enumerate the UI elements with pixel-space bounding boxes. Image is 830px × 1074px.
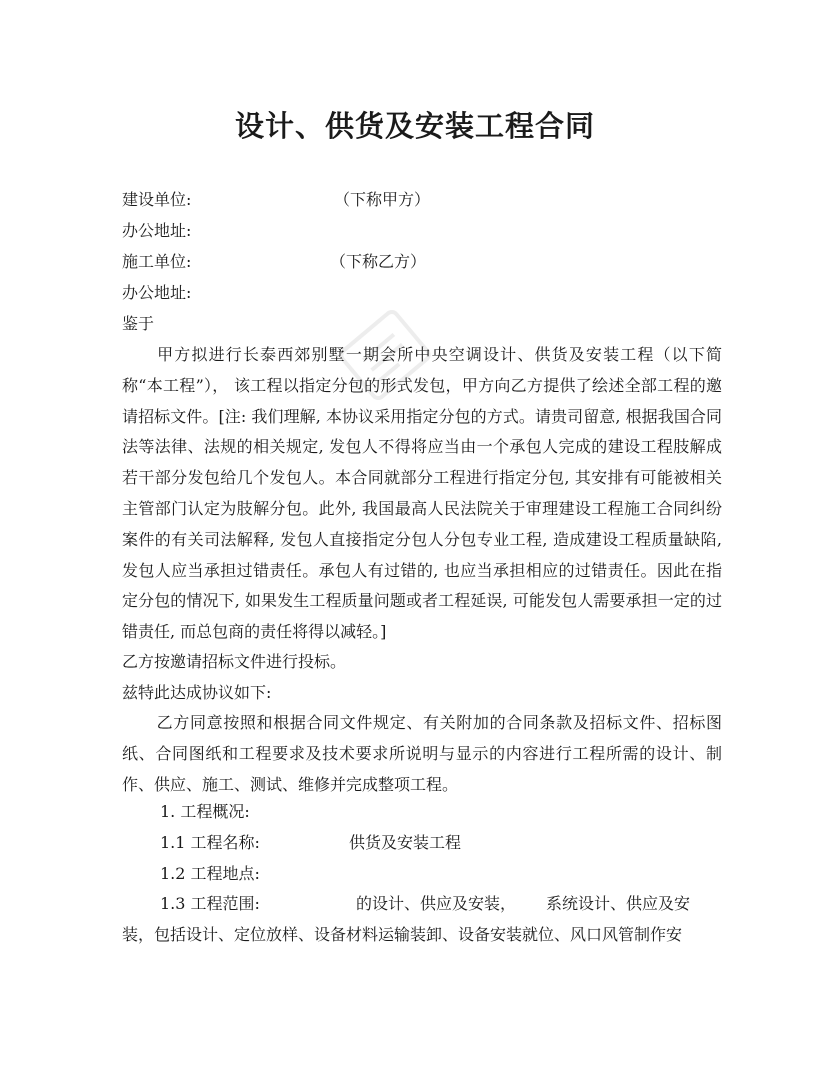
item-1-3-value-a: 的设计、供应及安装， [356,894,517,913]
whereas-label: 鉴于 [122,314,155,333]
item-1-3-continuation: 装，包括设计、定位放样、设备材料运输装卸、设备安装就位、风口风管制作安 [122,925,683,944]
agreement-paragraph [122,708,722,800]
contractor-label: 施工单位: [122,252,192,271]
contractor-address-label: 办公地址: [122,283,192,302]
recital-text: 甲方拟进行长泰西郊别墅一期会所中央空调设计、供货及安装工程（以下简称“本工程”）， 该工程以指定分包的形式发包，甲方向乙方提供了绘述全部工程的邀请招标文件。[注: 我们理解, 本协议采用指定分包的方式。请贵司留意, 根据我国合同法等法律、法规的相关规定, 发包人不得将应当由一个承包人完成的建设工程肢解成若干部分发包给几个发包人。本合同就部分工程进行指定分包, 其安排有可能被相关主管部门认定为肢解分包。此外, 我国最高人民法院关于审理建设工程施工合同纠纷案件的有关司法解释, 发包人直接指定分包人分包专业工程, 造成建设工程质量缺陷, 发包人应当承担过错责任。承包人有过错的, 也应当承担相应的过错责任。因此在指定分包的情况下, 如果发生工程质量问题或者工程延误, 可能发包人需要承担一定的过错责任, 而总包商的责任将得以减轻。] [122,345,722,642]
agreement-line: 兹特此达成协议如下: [122,683,272,702]
bid-line: 乙方按邀请招标文件进行投标。 [122,652,347,671]
contractor-note: （下称乙方） [330,252,427,271]
builder-label: 建设单位: [122,190,192,209]
recital-paragraph [122,340,722,648]
builder-address-label: 办公地址: [122,221,192,240]
builder-note: （下称甲方） [334,190,431,209]
item-1-3-label: 1.3 工程范围: [160,894,260,913]
item-1-3-value-b: 系统设计、供应及安 [546,894,691,913]
item-1-1-value: 供货及安装工程 [349,833,462,852]
section-1-heading: 1. 工程概况: [160,802,250,821]
item-1-2-label: 1.2 工程地点: [160,864,260,883]
item-1-1-label: 1.1 工程名称: [160,833,260,852]
agreement-text: 乙方同意按照和根据合同文件规定、有关附加的合同条款及招标文件、招标图纸、合同图纸和工程要求及技术要求所说明与显示的内容进行工程所需的设计、制作、供应、施工、测试、维修并完成整项工程。 [122,713,722,794]
page-title: 设计、供货及安装工程合同 [234,109,595,143]
